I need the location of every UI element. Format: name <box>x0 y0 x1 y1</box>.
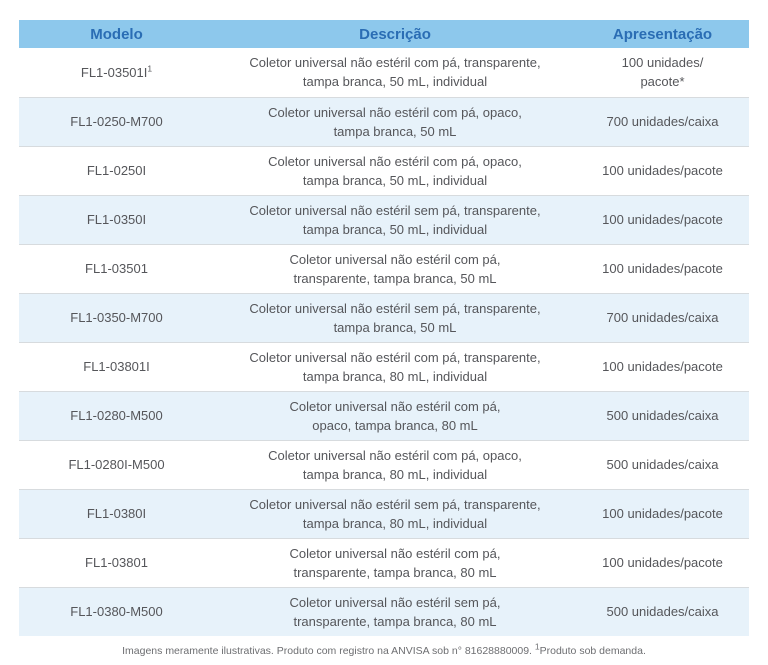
apresentacao-line: 500 unidades/caixa <box>606 457 719 472</box>
apresentacao-line: pacote* <box>640 74 685 90</box>
cell-descricao <box>214 48 576 97</box>
table-row <box>19 587 749 636</box>
descricao-line: transparente, tampa branca, 50 mL <box>293 270 497 286</box>
cell-descricao <box>214 97 576 146</box>
apresentacao-line: 100 unidades/pacote <box>602 261 723 276</box>
table-row <box>19 97 749 146</box>
descricao-line: Coletor universal não estéril sem pá, transparente, <box>249 202 541 218</box>
cell-modelo <box>19 244 214 293</box>
cell-apresentacao <box>576 587 749 636</box>
table-row <box>19 342 749 391</box>
descricao-line: tampa branca, 50 mL, individual <box>302 172 488 188</box>
descricao-line: opaco, tampa branca, 80 mL <box>312 417 478 433</box>
descricao-line: Coletor universal não estéril sem pá, transparente, <box>249 300 541 316</box>
apresentacao-line: 100 unidades/pacote <box>602 212 723 227</box>
descricao-line: tampa branca, 50 mL <box>333 123 457 139</box>
descricao-line: Coletor universal não estéril sem pá, transparente, <box>249 496 541 512</box>
descricao-line: Coletor universal não estéril com pá, transparente, <box>249 55 541 71</box>
descricao-line: Coletor universal não estéril com pá, opaco, <box>268 153 522 169</box>
cell-apresentacao <box>576 538 749 587</box>
cell-apresentacao <box>576 342 749 391</box>
modelo-text: FL1-0380I <box>86 506 147 521</box>
header-row <box>19 20 749 48</box>
column-header-descricao: Descrição <box>214 20 576 48</box>
modelo-text: FL1-0350I <box>86 212 147 227</box>
descricao-line: tampa branca, 50 mL, individual <box>302 74 488 90</box>
cell-modelo <box>19 146 214 195</box>
descricao-line: Coletor universal não estéril com pá, <box>289 398 501 414</box>
apresentacao-line: 100 unidades/pacote <box>602 506 723 521</box>
cell-apresentacao <box>576 48 749 97</box>
modelo-text: FL1-0280I-M500 <box>68 457 165 472</box>
cell-apresentacao <box>576 489 749 538</box>
cell-modelo <box>19 48 214 97</box>
apresentacao-line: 100 unidades/pacote <box>602 359 723 374</box>
apresentacao-line: 500 unidades/caixa <box>606 604 719 620</box>
descricao-line: transparente, tampa branca, 80 mL <box>293 613 497 629</box>
cell-descricao <box>214 293 576 342</box>
table-row <box>19 440 749 489</box>
descricao-line: Coletor universal não estéril sem pá, <box>289 594 501 610</box>
apresentacao-line: 100 unidades/pacote <box>602 555 723 570</box>
cell-modelo <box>19 538 214 587</box>
footnote <box>0 641 768 658</box>
cell-modelo <box>19 195 214 244</box>
cell-descricao <box>214 440 576 489</box>
cell-modelo <box>19 391 214 440</box>
descricao-line: tampa branca, 80 mL, individual <box>302 368 488 384</box>
descricao-line: Coletor universal não estéril com pá, transparente, <box>249 349 541 365</box>
descricao-line: tampa branca, 50 mL, individual <box>302 221 488 237</box>
table-row <box>19 146 749 195</box>
table-row <box>19 391 749 440</box>
table-row <box>19 293 749 342</box>
apresentacao-line: 100 unidades/ <box>621 55 704 71</box>
apresentacao-line: 500 unidades/caixa <box>606 408 719 423</box>
modelo-text: FL1-0250-M700 <box>70 114 163 129</box>
descricao-line: tampa branca, 50 mL <box>333 319 457 335</box>
footnote-text: Imagens meramente ilustrativas. Produto com registro na ANVISA sob n° 81628880009. <box>122 645 535 657</box>
product-table <box>19 20 749 636</box>
table-row <box>19 195 749 244</box>
modelo-superscript: 1 <box>147 63 153 74</box>
apresentacao-line: 700 unidades/caixa <box>606 114 719 129</box>
descricao-line: tampa branca, 80 mL, individual <box>302 466 488 482</box>
cell-apresentacao <box>576 244 749 293</box>
descricao-line: Coletor universal não estéril com pá, <box>289 251 501 267</box>
cell-apresentacao <box>576 440 749 489</box>
descricao-line: transparente, tampa branca, 80 mL <box>293 564 497 580</box>
cell-modelo <box>19 342 214 391</box>
modelo-text: FL1-03501I <box>80 64 148 80</box>
modelo-text: FL1-0250I <box>86 163 147 178</box>
table-header <box>19 20 749 48</box>
table-row <box>19 489 749 538</box>
cell-descricao <box>214 538 576 587</box>
table-row <box>19 48 749 97</box>
cell-apresentacao <box>576 391 749 440</box>
cell-descricao <box>214 342 576 391</box>
cell-descricao <box>214 244 576 293</box>
table-row <box>19 538 749 587</box>
cell-descricao <box>214 489 576 538</box>
cell-modelo <box>19 440 214 489</box>
cell-descricao <box>214 195 576 244</box>
descricao-line: Coletor universal não estéril com pá, opaco, <box>268 104 522 120</box>
descricao-line: Coletor universal não estéril com pá, <box>289 545 501 561</box>
modelo-text: FL1-0350-M700 <box>70 310 163 325</box>
apresentacao-line: 700 unidades/caixa <box>606 310 719 325</box>
footnote-text-after: Produto sob demanda. <box>539 645 646 657</box>
column-header-apresentacao: Apresentação <box>576 20 749 48</box>
cell-descricao <box>214 391 576 440</box>
cell-modelo <box>19 489 214 538</box>
column-header-modelo: Modelo <box>19 20 214 48</box>
modelo-text: FL1-0280-M500 <box>70 408 163 423</box>
cell-descricao <box>214 146 576 195</box>
cell-apresentacao <box>576 146 749 195</box>
descricao-line: tampa branca, 80 mL, individual <box>302 515 488 531</box>
modelo-text: FL1-03801 <box>85 555 148 570</box>
modelo-text: FL1-03801I <box>83 359 150 374</box>
modelo-text: FL1-0380-M500 <box>70 604 163 620</box>
cell-apresentacao <box>576 195 749 244</box>
cell-modelo <box>19 97 214 146</box>
cell-modelo <box>19 293 214 342</box>
table-body <box>19 48 749 636</box>
modelo-text: FL1-03501 <box>85 261 148 276</box>
apresentacao-line: 100 unidades/pacote <box>602 163 723 178</box>
descricao-line: Coletor universal não estéril com pá, opaco, <box>268 447 522 463</box>
cell-descricao <box>214 587 576 636</box>
cell-apresentacao <box>576 97 749 146</box>
cell-apresentacao <box>576 293 749 342</box>
cell-modelo <box>19 587 214 636</box>
table-row <box>19 244 749 293</box>
footnote-superscript: 1 <box>534 641 540 652</box>
